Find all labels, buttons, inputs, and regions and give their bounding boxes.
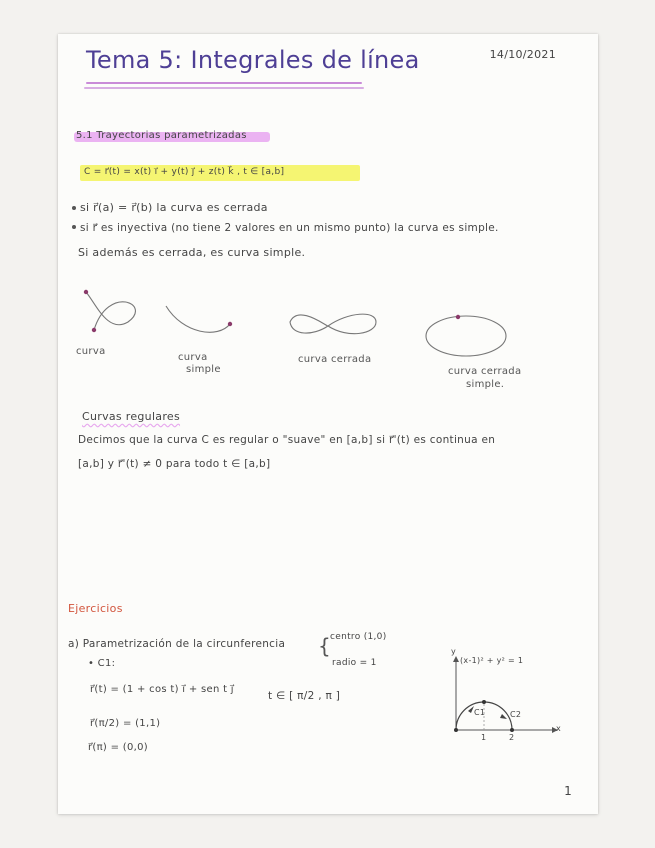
regular-line-2: [a,b] y r⃗'(t) ≠ 0 para todo t ∈ [a,b] [78, 458, 271, 470]
page-title: Tema 5: Integrales de línea [86, 46, 420, 74]
graph-x-label: x [556, 724, 562, 733]
brace-symbol: { [318, 634, 332, 658]
graph-y-label: y [451, 647, 457, 656]
brace-top: centro (1,0) [330, 632, 387, 642]
graph-equation: (x-1)² + y² = 1 [460, 656, 524, 665]
bullet-text-1: si r⃗(a) = r⃗(b) la curva es cerrada [80, 201, 268, 214]
parametrization: r⃗(t) = (1 + cos t) i⃗ + sen t j⃗ [90, 684, 234, 695]
graph-tick-2: 2 [509, 733, 515, 742]
c1-label: • C1: [88, 658, 116, 669]
curve-label-cerrada-simple-2: simple. [466, 379, 505, 390]
curve-label-simple-2: simple [186, 364, 221, 375]
formula: C = r⃗(t) = x(t) i⃗ + y(t) j⃗ + z(t) k⃗ , t ∈ [a,b] [84, 167, 285, 177]
bullet-text-3: Si además es cerrada, es curva simple. [78, 246, 306, 259]
curve-label-simple-1: curva [178, 352, 208, 363]
circle-graph [58, 34, 598, 814]
curve-label-cerrada: curva cerrada [298, 354, 372, 365]
regular-line-1: Decimos que la curva C es regular o "suave" en [a,b] si r⃗'(t) es continua en [78, 434, 496, 446]
evaluation-2: r⃗(π) = (0,0) [88, 742, 148, 753]
brace-bottom: radio = 1 [332, 658, 377, 668]
graph-tick-1: 1 [481, 733, 487, 742]
curve-label-cerrada-simple-1: curva cerrada [448, 366, 522, 377]
notebook-page [58, 34, 598, 814]
exercise-a-label: a) Parametrización de la circunferencia [68, 638, 286, 650]
page-number: 1 [564, 784, 572, 798]
graph-c1-label: C1 [474, 708, 486, 717]
curve-label-curva: curva [76, 346, 106, 357]
date: 14/10/2021 [489, 48, 556, 61]
evaluation-1: r⃗(π/2) = (1,1) [90, 718, 161, 729]
graph-c2-label: C2 [510, 710, 522, 719]
exercises-heading: Ejercicios [68, 602, 123, 615]
bullet-text-2: si r⃗ es inyectiva (no tiene 2 valores en un mismo punto) la curva es simple. [80, 222, 499, 234]
parameter-domain: t ∈ [ π/2 , π ] [268, 690, 341, 702]
regular-heading: Curvas regulares [82, 410, 181, 423]
section-heading: 5.1 Trayectorias parametrizadas [76, 130, 247, 141]
